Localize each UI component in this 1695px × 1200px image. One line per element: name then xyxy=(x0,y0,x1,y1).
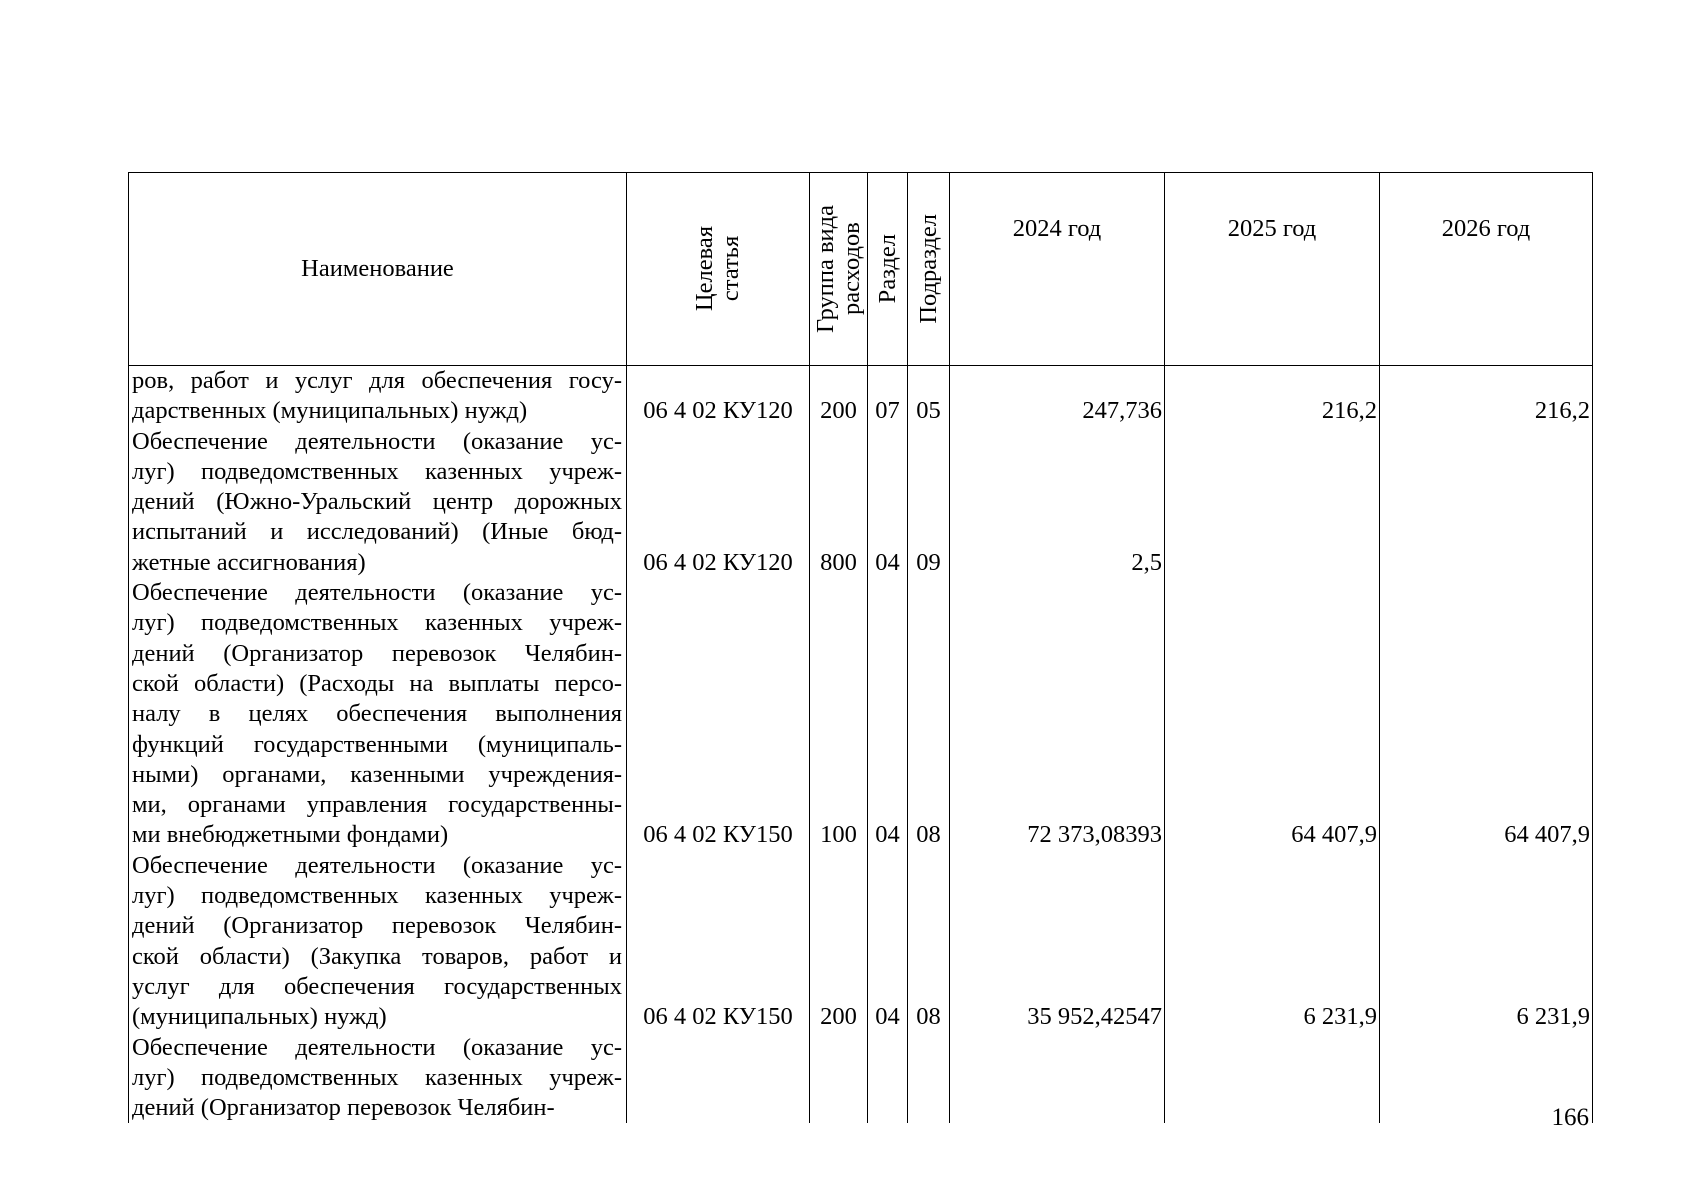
name-line: дений (Организатор перевозок Челябин- xyxy=(132,912,622,940)
name-line: дений (Южно-Уральский центр дорожных xyxy=(132,488,622,516)
name-line: луг) подведомственных казенных учреж- xyxy=(132,609,622,637)
row-value-2025 xyxy=(1165,427,1380,578)
row-value-2026: 216,2 xyxy=(1380,366,1593,427)
name-line: функций государственными (муниципаль- xyxy=(132,730,622,758)
row-section xyxy=(868,1033,908,1124)
row-expense-group: 100 xyxy=(810,578,868,851)
row-value-2024: 72 373,08393 xyxy=(950,578,1165,851)
row-name xyxy=(129,1033,627,1124)
row-expense-group: 200 xyxy=(810,851,868,1033)
name-line: Обеспечение деятельности (оказание ус- xyxy=(132,427,622,455)
row-expense-group: 200 xyxy=(810,366,868,427)
row-name xyxy=(129,578,627,851)
row-subsection: 08 xyxy=(908,578,950,851)
row-subsection xyxy=(908,1033,950,1124)
row-value-2025: 64 407,9 xyxy=(1165,578,1380,851)
row-subsection: 09 xyxy=(908,427,950,578)
name-line: дений (Организатор перевозок Челябин- xyxy=(132,639,622,667)
row-value-2024 xyxy=(950,1033,1165,1124)
row-section: 07 xyxy=(868,366,908,427)
name-line: ными) органами, казенными учреждения- xyxy=(132,760,622,788)
header-2025: 2025 год xyxy=(1165,173,1380,366)
row-value-2024: 2,5 xyxy=(950,427,1165,578)
row-target-article: 06 4 02 КУ120 xyxy=(627,427,810,578)
header-name: Наименование xyxy=(129,173,627,366)
name-line: ской области) (Закупка товаров, работ и xyxy=(132,942,622,970)
name-line: ров, работ и услуг для обеспечения госу- xyxy=(132,367,622,394)
row-value-2025 xyxy=(1165,1033,1380,1124)
header-row xyxy=(129,173,1593,366)
row-value-2026: 64 407,9 xyxy=(1380,578,1593,851)
row-subsection: 08 xyxy=(908,851,950,1033)
name-line: дарственных (муниципальных) нужд) xyxy=(132,397,528,425)
row-value-2026: 6 231,9 xyxy=(1380,851,1593,1033)
row-target-article: 06 4 02 КУ150 xyxy=(627,851,810,1033)
budget-table xyxy=(128,172,1593,1123)
header-target-article: Целевая статья xyxy=(627,173,810,366)
header-expense-group: Группа вида расходов xyxy=(810,173,868,366)
row-expense-group: 800 xyxy=(810,427,868,578)
name-line: услуг для обеспечения государственных xyxy=(132,972,622,1000)
name-line: Обеспечение деятельности (оказание ус- xyxy=(132,1033,622,1061)
table-row xyxy=(129,366,1593,427)
row-subsection: 05 xyxy=(908,366,950,427)
row-target-article: 06 4 02 КУ150 xyxy=(627,578,810,851)
row-name xyxy=(129,366,627,427)
row-target-article: 06 4 02 КУ120 xyxy=(627,366,810,427)
name-line: луг) подведомственных казенных учреж- xyxy=(132,1063,622,1091)
name-line: ми, органами управления государственны- xyxy=(132,791,622,819)
name-line: (муниципальных) нужд) xyxy=(132,1003,387,1031)
row-section: 04 xyxy=(868,427,908,578)
row-value-2024: 247,736 xyxy=(950,366,1165,427)
row-value-2025: 6 231,9 xyxy=(1165,851,1380,1033)
name-line: луг) подведомственных казенных учреж- xyxy=(132,882,622,910)
table-row xyxy=(129,851,1593,1033)
header-2026: 2026 год xyxy=(1380,173,1593,366)
name-line: испытаний и исследований) (Иные бюд- xyxy=(132,518,622,546)
row-value-2026 xyxy=(1380,427,1593,578)
table-row xyxy=(129,427,1593,578)
row-value-2025: 216,2 xyxy=(1165,366,1380,427)
row-target-article xyxy=(627,1033,810,1124)
row-name xyxy=(129,427,627,578)
page-number: 166 xyxy=(1551,1104,1589,1131)
name-line: дений (Организатор перевозок Челябин- xyxy=(132,1094,555,1122)
name-line: луг) подведомственных казенных учреж- xyxy=(132,457,622,485)
name-line: Обеспечение деятельности (оказание ус- xyxy=(132,579,622,607)
name-line: налу в целях обеспечения выполнения xyxy=(132,700,622,728)
header-subsection: Подраздел xyxy=(908,173,950,366)
name-line: ми внебюджетными фондами) xyxy=(132,821,449,849)
row-name xyxy=(129,851,627,1033)
table-row xyxy=(129,578,1593,851)
row-expense-group xyxy=(810,1033,868,1124)
name-line: ской области) (Расходы на выплаты персо- xyxy=(132,669,622,697)
name-line: Обеспечение деятельности (оказание ус- xyxy=(132,851,622,879)
row-section: 04 xyxy=(868,851,908,1033)
header-section: Раздел xyxy=(868,173,908,366)
header-2024: 2024 год xyxy=(950,173,1165,366)
name-line: жетные ассигнования) xyxy=(132,548,366,576)
row-section: 04 xyxy=(868,578,908,851)
table-row xyxy=(129,1033,1593,1124)
row-value-2024: 35 952,42547 xyxy=(950,851,1165,1033)
